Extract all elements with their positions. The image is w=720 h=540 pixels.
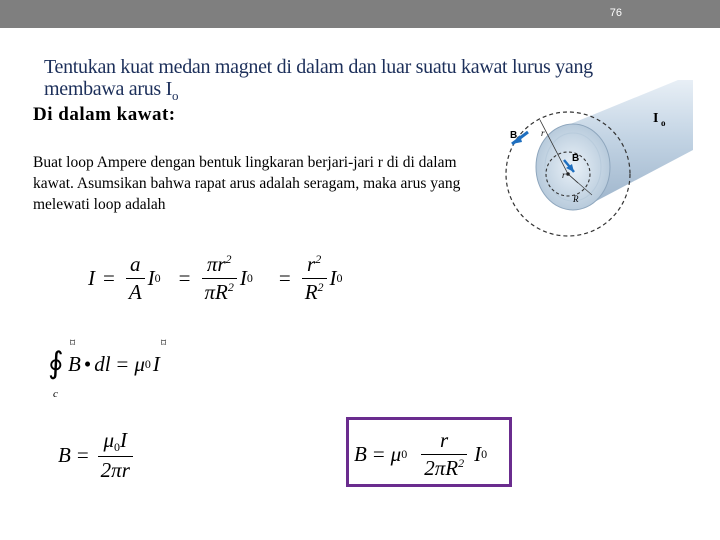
label-r-outer: r <box>541 128 545 138</box>
eq4-I: I <box>474 442 482 466</box>
eq4-B: B <box>354 442 367 466</box>
eq1-I0: I <box>147 266 155 290</box>
wire-illustration <box>498 80 698 250</box>
eq1-I0-b-sub: 0 <box>246 271 253 285</box>
slide-number: 76 <box>609 7 622 19</box>
eq1-frac-pi-den: $\pi R^2$ <box>202 278 237 305</box>
eq2-integral: ∮ <box>48 347 64 380</box>
eq3-equals: = <box>76 443 89 467</box>
eq4-equals: = <box>372 442 385 466</box>
eq1-frac-pi-num: $\pi r^2$ <box>206 252 232 276</box>
eq2-vec-mark-dl: ⌑ <box>161 338 167 349</box>
equation-field-outside <box>58 428 136 483</box>
eq2-B: B <box>68 352 81 376</box>
eq2-mu: μ <box>134 352 145 376</box>
eq1-equals-2: = <box>178 266 191 290</box>
eq4-frac <box>421 428 467 481</box>
eq4-mu-sub: 0 <box>401 447 408 461</box>
label-B-inner: B <box>572 153 580 164</box>
eq1-frac-area <box>126 252 145 305</box>
eq4-I-sub: 0 <box>481 447 488 461</box>
eq4-mu: μ <box>390 442 402 466</box>
label-R: R <box>573 194 579 204</box>
eq1-frac-ratio-num: $r^2$ <box>307 252 322 276</box>
eq1-frac-ratio-den: $R^2$ <box>302 278 327 305</box>
eq1-frac-pi <box>202 252 237 305</box>
eq3-frac-num: μ0I <box>103 428 128 454</box>
eq2-mu-sub: 0 <box>144 357 151 371</box>
eq4-frac-den: $2\pi R^2$ <box>421 454 467 481</box>
eq3-frac <box>98 428 133 483</box>
eq1-frac-area-den: A <box>126 278 145 305</box>
eq1-equals-3: = <box>278 266 291 290</box>
top-bar <box>0 0 720 28</box>
eq1-I0-c-sub: 0 <box>336 271 343 285</box>
center-dot <box>566 172 570 176</box>
eq3-frac-den: 2πr <box>98 456 133 483</box>
title-text: Tentukan kuat medan magnet di dalam dan luar suatu kawat lurus yang membawa arus I <box>44 56 593 100</box>
eq2-dl: dl <box>94 352 111 376</box>
equation-ampere-law <box>48 338 208 402</box>
body-paragraph: Buat loop Ampere dengan bentuk lingkaran berjari-jari r di di dalam kawat. Asumsikan bahwa rapat arus adalah seragam, maka arus yang melewati loop adalah <box>33 154 461 213</box>
equation-current-fraction <box>88 252 343 305</box>
eq1-frac-area-num: a <box>130 252 141 276</box>
eq1-lhs: I <box>88 266 95 290</box>
label-current-sub: o <box>661 118 666 128</box>
label-current: I <box>653 111 659 126</box>
eq1-equals: = <box>103 266 115 290</box>
eq4-frac-num: r <box>440 428 449 452</box>
eq2-equals: = <box>116 352 129 376</box>
eq2-vec-mark-B: ⌑ <box>70 338 76 349</box>
section-heading: Di dalam kawat: <box>33 104 176 125</box>
eq3-B: B <box>58 443 71 467</box>
label-r-inner: r <box>562 170 566 180</box>
equation-field-inside-result <box>354 428 487 481</box>
eq2-dot: • <box>83 352 92 376</box>
eq2-I: I <box>152 352 160 376</box>
title-subscript: o <box>171 88 179 103</box>
eq1-I0-sub: 0 <box>154 271 161 285</box>
eq2-contour-label: c <box>53 388 58 400</box>
eq1-I0-c: I <box>329 266 337 290</box>
eq1-I0-b: I <box>239 266 247 290</box>
eq1-frac-ratio <box>302 252 327 305</box>
label-B-outer: B <box>510 130 518 141</box>
